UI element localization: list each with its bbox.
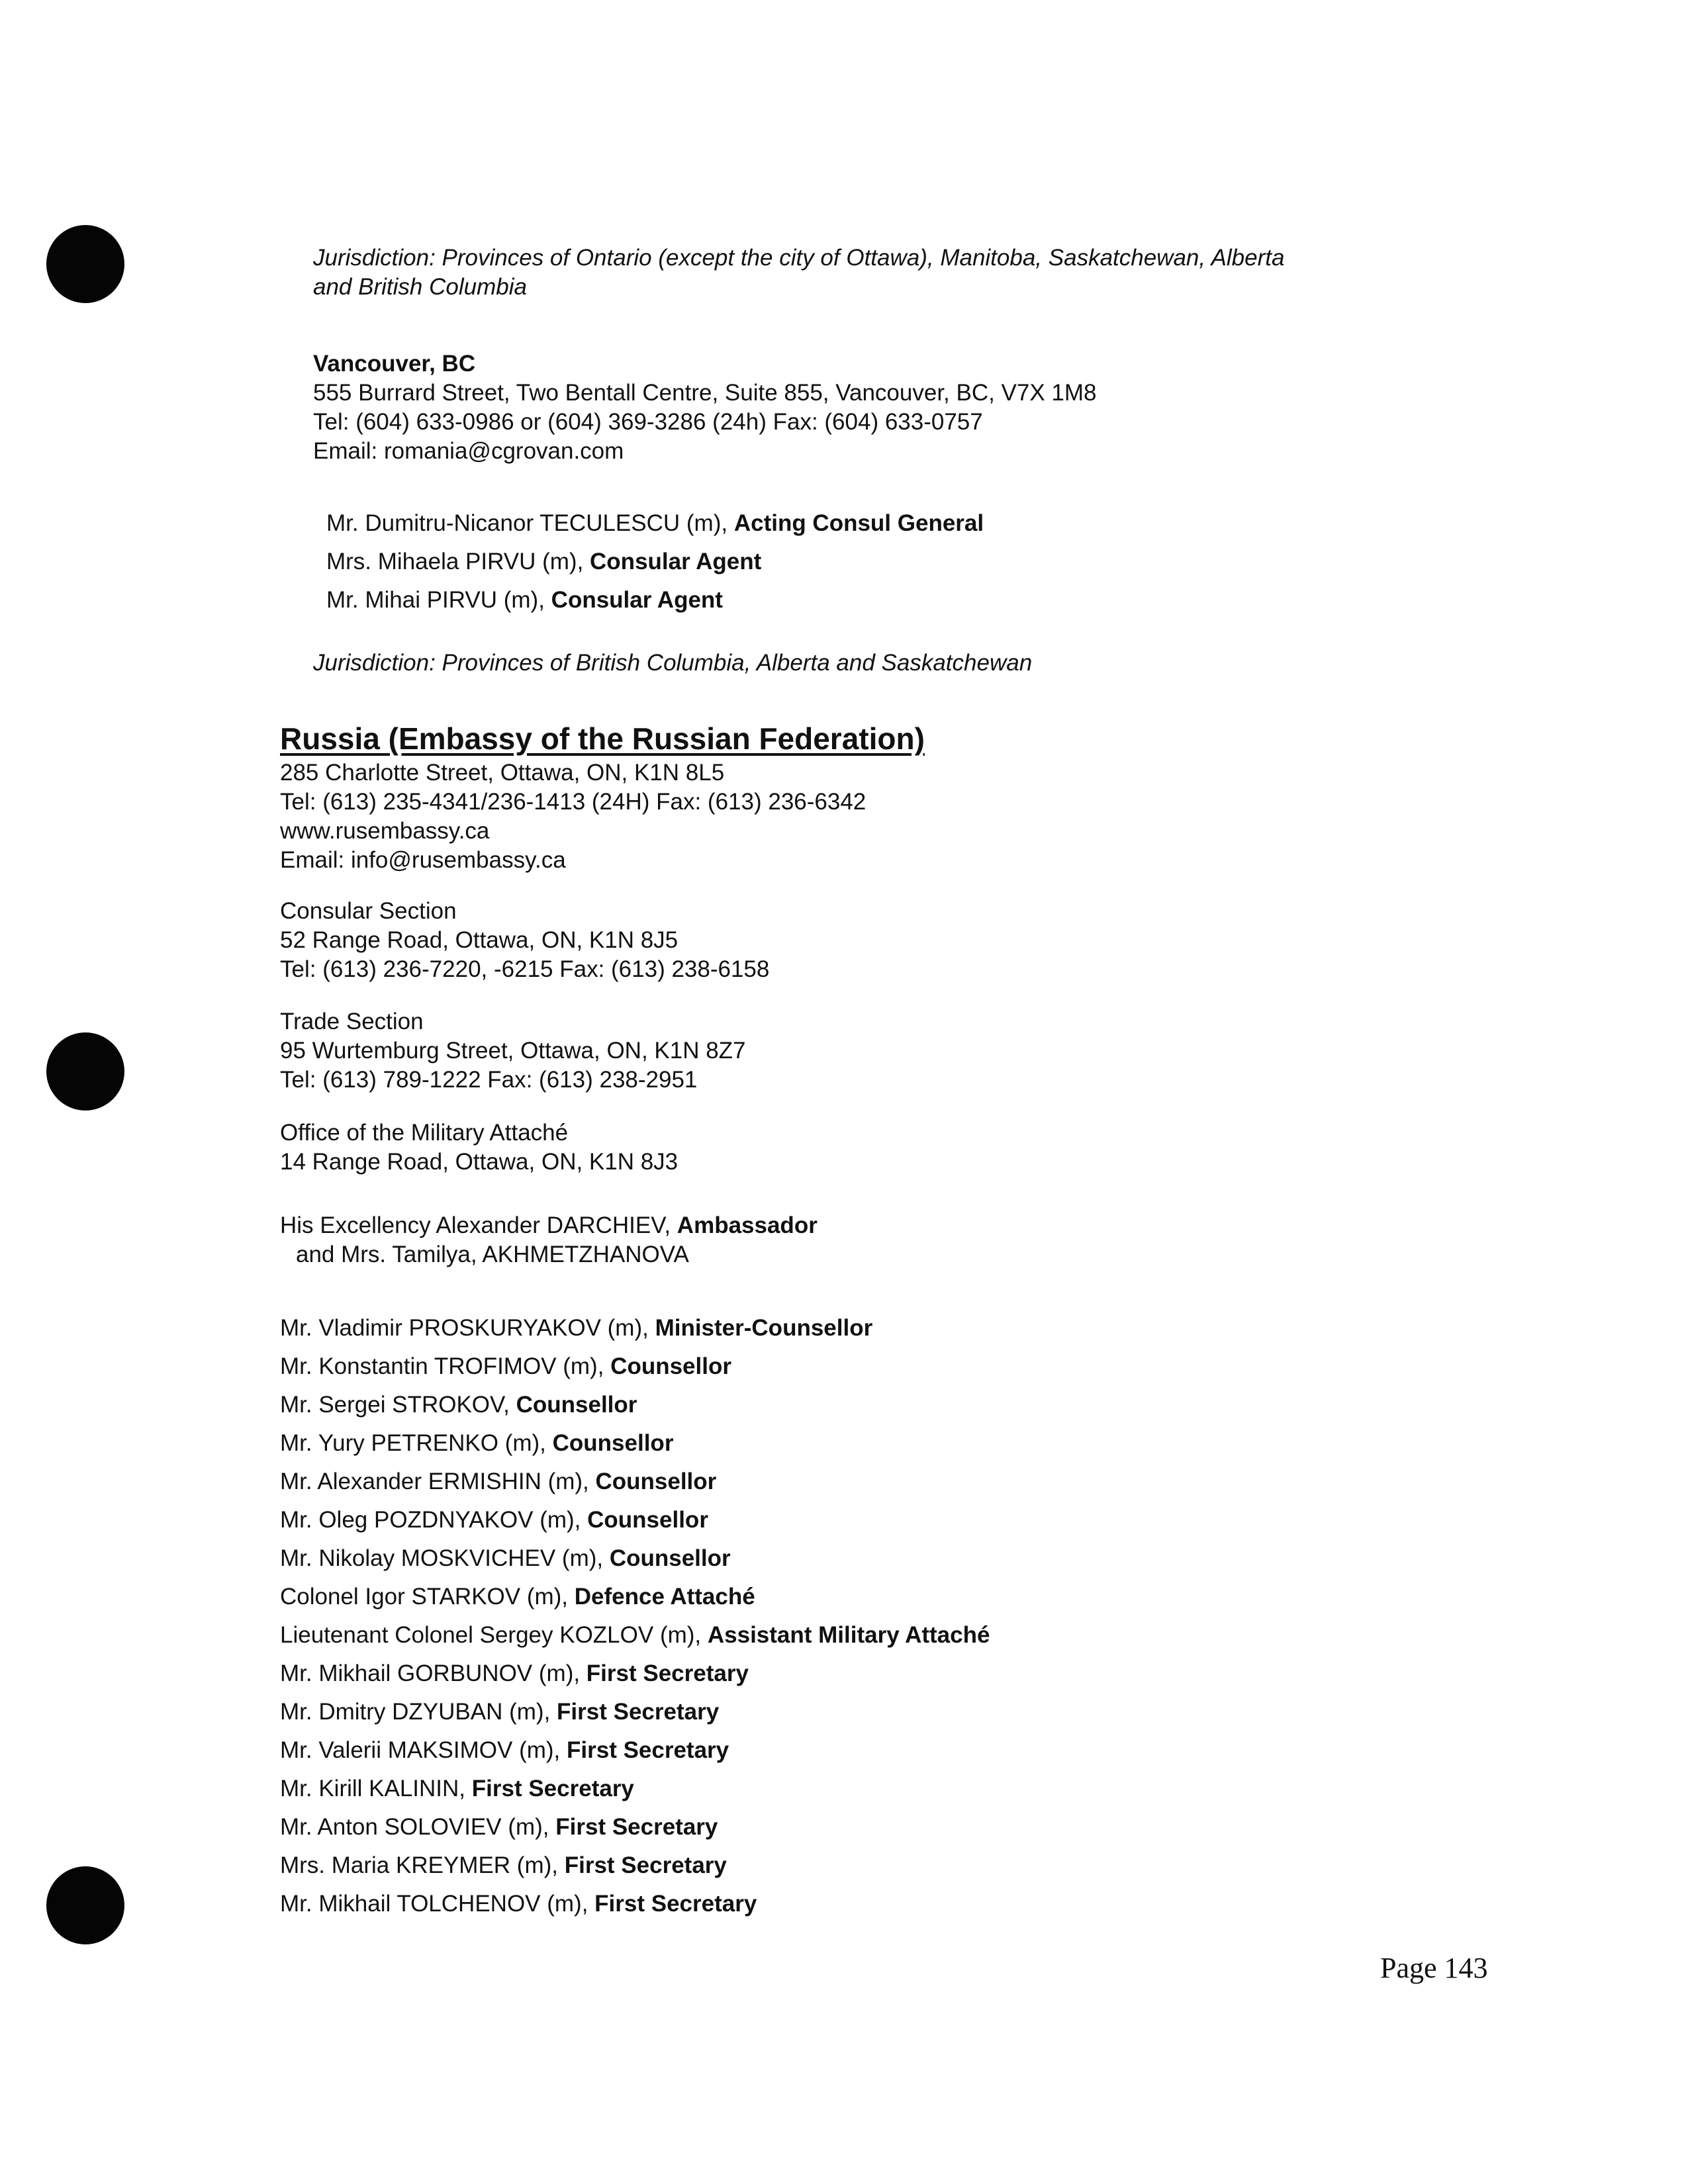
- section-label: Trade Section: [280, 1009, 424, 1034]
- staff-name: Lieutenant Colonel Sergey KOZLOV (m),: [280, 1622, 708, 1648]
- staff-entry: [280, 1501, 990, 1539]
- staff-name: Mr. Nikolay MOSKVICHEV (m),: [280, 1545, 610, 1571]
- staff-title: Minister-Counsellor: [655, 1315, 873, 1341]
- staff-title: First Secretary: [555, 1814, 718, 1840]
- staff-name: Mr. Dmitry DZYUBAN (m),: [280, 1699, 557, 1725]
- section-phone: Tel: (613) 236-7220, -6215 Fax: (613) 238-6158: [280, 956, 770, 982]
- staff-title: Counsellor: [610, 1353, 731, 1379]
- staff-entry: [280, 1655, 990, 1693]
- staff-title: First Secretary: [567, 1737, 729, 1763]
- section-address: 52 Range Road, Ottawa, ON, K1N 8J5: [280, 927, 679, 953]
- ambassador-title: Ambassador: [677, 1212, 818, 1238]
- staff-entry: [280, 1347, 990, 1386]
- binder-hole: [46, 1866, 124, 1944]
- vancouver-office: [313, 349, 1097, 466]
- staff-name: Mr. Sergei STROKOV,: [280, 1392, 516, 1418]
- staff-entry: [280, 1463, 990, 1501]
- embassy-contact: [280, 758, 866, 875]
- ambassador-spouse: and Mrs. Tamilya, AKHMETZHANOVA: [296, 1242, 689, 1267]
- staff-entry: [326, 543, 984, 581]
- staff-title: First Secretary: [594, 1891, 757, 1917]
- staff-entry: [280, 1693, 990, 1731]
- office-heading: Vancouver, BC: [313, 351, 476, 377]
- staff-title: Counsellor: [609, 1545, 731, 1571]
- jurisdiction-line: and British Columbia: [313, 274, 527, 300]
- staff-name: Mr. Mikhail GORBUNOV (m),: [280, 1661, 586, 1686]
- staff-entry: [280, 1424, 990, 1463]
- staff-title: Acting Consul General: [733, 510, 984, 536]
- section-phone: Tel: (613) 789-1222 Fax: (613) 238-2951: [280, 1067, 698, 1093]
- staff-title: First Secretary: [564, 1852, 727, 1878]
- trade-section: [280, 1007, 746, 1095]
- military-attache-office: [280, 1118, 678, 1177]
- embassy-address: 285 Charlotte Street, Ottawa, ON, K1N 8L5: [280, 760, 725, 786]
- staff-title: Counsellor: [587, 1507, 708, 1533]
- staff-name: Mr. Vladimir PROSKURYAKOV (m),: [280, 1315, 655, 1341]
- staff-name: Mr. Mihai PIRVU (m),: [326, 587, 551, 613]
- section-address: 95 Wurtemburg Street, Ottawa, ON, K1N 8Z7: [280, 1038, 746, 1064]
- staff-title: Assistant Military Attaché: [707, 1622, 990, 1648]
- section-label: Consular Section: [280, 898, 457, 924]
- staff-name: Mr. Valerii MAKSIMOV (m),: [280, 1737, 567, 1763]
- embassy-phone: Tel: (613) 235-4341/236-1413 (24H) Fax: (613) 236-6342: [280, 789, 867, 815]
- ambassador-name: His Excellency Alexander DARCHIEV,: [280, 1212, 677, 1238]
- staff-entry: [280, 1731, 990, 1770]
- staff-entry: [280, 1309, 990, 1347]
- staff-entry: [280, 1846, 990, 1885]
- page-number: Page 143: [1380, 1952, 1488, 1984]
- section-address: 14 Range Road, Ottawa, ON, K1N 8J3: [280, 1149, 679, 1175]
- staff-title: First Secretary: [586, 1661, 749, 1686]
- embassy-email: Email: info@rusembassy.ca: [280, 847, 566, 873]
- staff-title: Counsellor: [595, 1469, 717, 1494]
- ambassador-entry: [280, 1211, 818, 1269]
- jurisdiction-vancouver: [313, 649, 1032, 678]
- staff-name: Mr. Mikhail TOLCHENOV (m),: [280, 1891, 595, 1917]
- staff-title: Counsellor: [516, 1392, 637, 1418]
- staff-name: Mr. Konstantin TROFIMOV (m),: [280, 1353, 611, 1379]
- staff-title: First Secretary: [471, 1776, 634, 1801]
- staff-entry: [326, 581, 984, 619]
- staff-name: Mr. Anton SOLOVIEV (m),: [280, 1814, 556, 1840]
- staff-entry: [280, 1770, 990, 1808]
- staff-entry: [280, 1386, 990, 1424]
- staff-entry: [280, 1616, 990, 1655]
- staff-name: Colonel Igor STARKOV (m),: [280, 1584, 575, 1610]
- staff-title: Consular Agent: [590, 549, 762, 574]
- office-address: 555 Burrard Street, Two Bentall Centre, Suite 855, Vancouver, BC, V7X 1M8: [313, 380, 1097, 406]
- staff-title: Counsellor: [552, 1430, 674, 1456]
- section-label: Office of the Military Attaché: [280, 1120, 569, 1146]
- staff-name: Mr. Kirill KALININ,: [280, 1776, 472, 1801]
- jurisdiction-line: Jurisdiction: Provinces of Ontario (except the city of Ottawa), Manitoba, Saskatchewan, Alberta: [313, 245, 1285, 271]
- embassy-staff-list: [280, 1309, 990, 1923]
- binder-hole: [46, 225, 124, 303]
- staff-name: Mr. Dumitru-Nicanor TECULESCU (m),: [326, 510, 734, 536]
- staff-name: Mr. Oleg POZDNYAKOV (m),: [280, 1507, 588, 1533]
- country-heading: Russia (Embassy of the Russian Federation): [280, 721, 925, 756]
- staff-name: Mr. Alexander ERMISHIN (m),: [280, 1469, 596, 1494]
- staff-title: Defence Attaché: [574, 1584, 755, 1610]
- staff-entry: [326, 504, 984, 543]
- staff-entry: [280, 1539, 990, 1578]
- consular-section: [280, 897, 769, 984]
- jurisdiction-toronto: [313, 244, 1284, 302]
- jurisdiction-line: Jurisdiction: Provinces of British Columbia, Alberta and Saskatchewan: [313, 650, 1033, 676]
- staff-name: Mrs. Mihaela PIRVU (m),: [326, 549, 590, 574]
- ambassador-line: [280, 1211, 818, 1240]
- office-email: Email: romania@cgrovan.com: [313, 438, 624, 464]
- vancouver-staff-list: [326, 504, 984, 619]
- binder-hole: [46, 1032, 124, 1111]
- staff-name: Mrs. Maria KREYMER (m),: [280, 1852, 565, 1878]
- staff-title: First Secretary: [557, 1699, 720, 1725]
- staff-entry: [280, 1885, 990, 1923]
- embassy-website: www.rusembassy.ca: [280, 818, 490, 844]
- staff-title: Consular Agent: [551, 587, 723, 613]
- staff-name: Mr. Yury PETRENKO (m),: [280, 1430, 553, 1456]
- staff-entry: [280, 1808, 990, 1846]
- office-phone: Tel: (604) 633-0986 or (604) 369-3286 (24h) Fax: (604) 633-0757: [313, 409, 983, 435]
- staff-entry: [280, 1578, 990, 1616]
